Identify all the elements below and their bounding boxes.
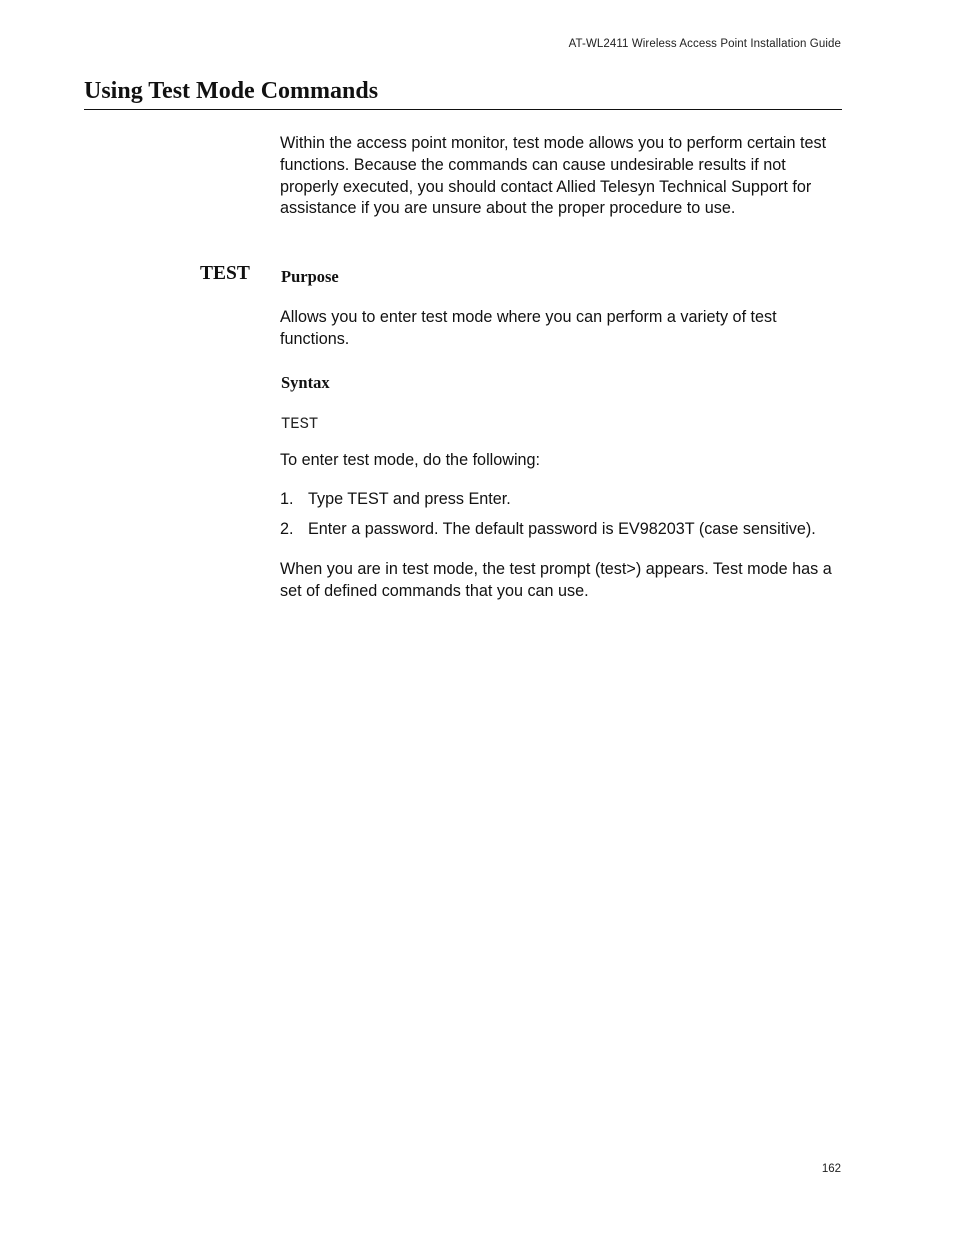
closing-paragraph: When you are in test mode, the test prompt (test>) appears. Test mode has a set of defined commands that you can use. [280,560,832,600]
intro-paragraph: Within the access point monitor, test mode allows you to perform certain test functions. Because the commands can cause undesirable results if not properly executed, you should contact Allied Telesyn Technical Support for assistance if you are unsure about the proper procedure to use. [280,134,827,218]
title-rule [84,109,842,110]
syntax-heading: Syntax [281,373,330,392]
step-text: Enter a password. The default password is EV98203T (case sensitive). [308,520,816,538]
running-header: AT-WL2411 Wireless Access Point Installation Guide [568,38,841,50]
section-title: Using Test Mode Commands [84,78,379,104]
command-name: TEST [200,263,250,284]
page-number: 162 [821,1163,841,1175]
purpose-paragraph: Allows you to enter test mode where you can perform a variety of test functions. [280,308,777,348]
steps-intro: To enter test mode, do the following: [280,451,541,469]
purpose-heading: Purpose [281,267,339,286]
step-number: 2. [280,520,294,538]
step-number: 1. [280,490,294,508]
syntax-code: TEST [281,415,319,433]
step-text: Type TEST and press Enter. [308,490,511,508]
